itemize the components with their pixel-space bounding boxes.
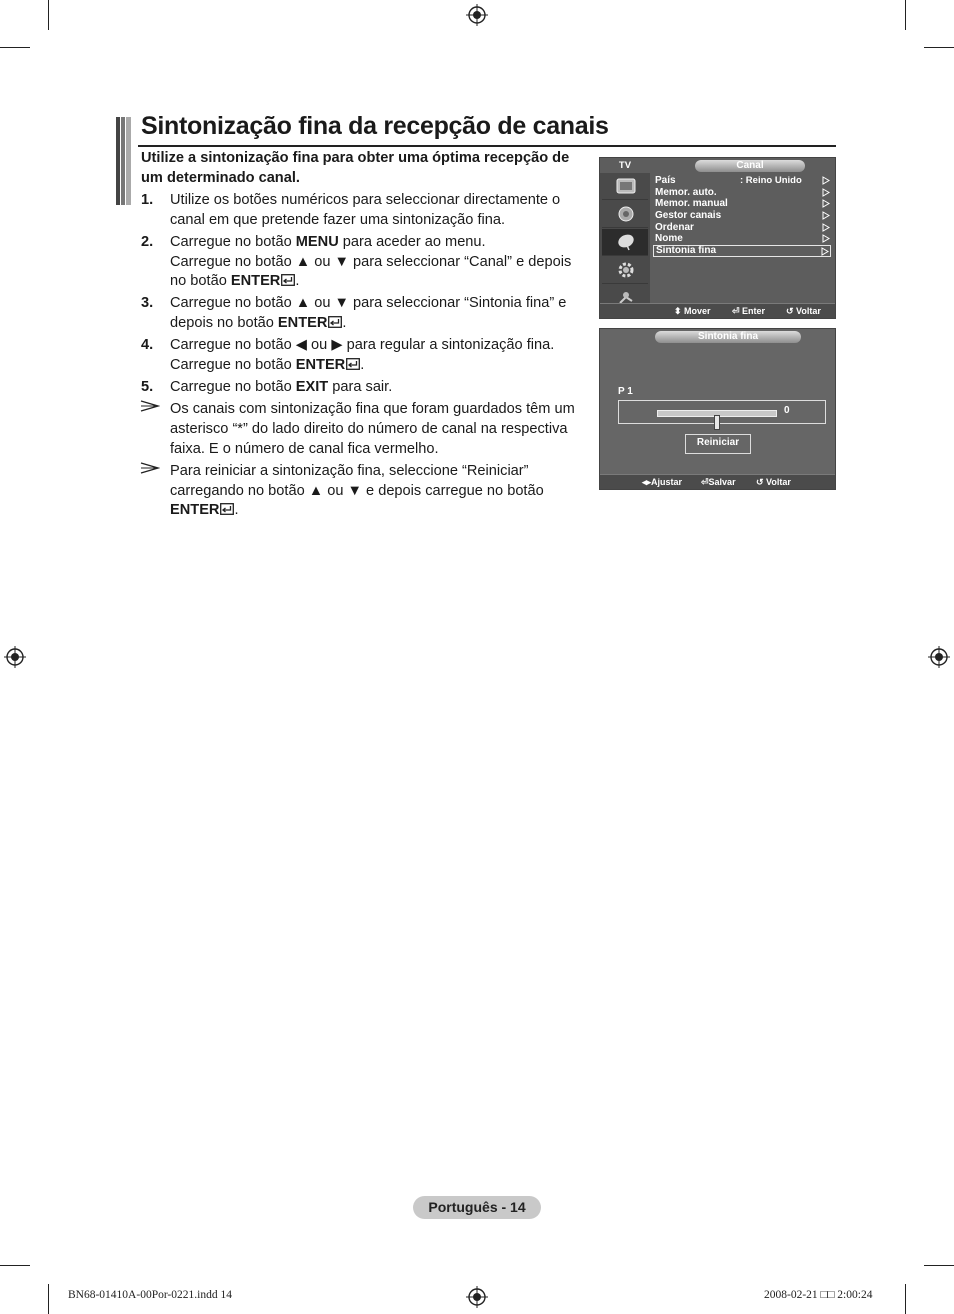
- instructions: [141, 149, 586, 524]
- sidebar-item-channel[interactable]: [602, 229, 648, 256]
- text-run: Carregue no botão: [170, 357, 296, 374]
- menu-item-label: Nome: [655, 233, 683, 245]
- enter-label: Enter: [742, 306, 766, 316]
- text-run: Carregue no botão ▲ ou ▼ para seleccionar “Canal” e depois no botão: [170, 253, 572, 290]
- step-text: [170, 294, 586, 333]
- page-title: Sintonização fina da recepção de canais: [141, 112, 609, 140]
- title-accent-bar: [116, 117, 132, 205]
- fine-tune-screen: [599, 328, 836, 490]
- menu-item-label: Memor. manual: [655, 198, 728, 210]
- program-label: P 1: [618, 386, 633, 397]
- key-label: ENTER: [277, 315, 328, 332]
- registration-mark-icon: [466, 1286, 488, 1308]
- sound-icon: [616, 205, 636, 223]
- adjust-hint: ◂▸Ajustar: [642, 477, 683, 487]
- text-run: .: [360, 357, 365, 374]
- registration-mark-icon: [4, 646, 26, 668]
- text-run: para sair.: [328, 379, 393, 396]
- slug-right: 2008-02-21 □□ 2:00:24: [764, 1289, 873, 1301]
- note-arrow-icon: [140, 399, 160, 413]
- channel-menu-screen: [599, 157, 836, 319]
- intro-text: Utilize a sintonização fina para obter uma óptima recepção de um determinado canal.: [141, 150, 570, 186]
- crop-mark: [48, 1284, 49, 1314]
- move-label: Mover: [684, 306, 711, 316]
- note-text: [170, 462, 586, 521]
- step-4: [141, 336, 586, 375]
- text-run: Carregue no botão: [170, 379, 296, 396]
- step-text: [170, 253, 586, 292]
- gear-icon: [616, 261, 636, 279]
- fine-tune-header: Sintonia fina: [655, 331, 801, 343]
- crop-mark: [905, 0, 906, 30]
- arrow-right-icon: [822, 176, 830, 185]
- menu-item-value: : Reino Unido: [740, 175, 802, 186]
- note-1: [141, 400, 586, 459]
- arrow-right-icon: [822, 234, 830, 243]
- save-label: Salvar: [708, 477, 736, 487]
- fine-tune-footer: [600, 474, 835, 489]
- step-number: 5.: [141, 379, 154, 396]
- adjust-label: Ajustar: [651, 477, 683, 487]
- title-rule: [138, 145, 836, 147]
- step-number: 2.: [141, 233, 154, 250]
- crop-mark: [905, 1284, 906, 1314]
- text-run: para aceder ao menu.: [338, 233, 486, 250]
- back-label: Voltar: [796, 306, 821, 316]
- key-label: EXIT: [295, 379, 329, 396]
- sidebar-item-setup[interactable]: [602, 257, 648, 284]
- arrow-right-icon: [822, 223, 830, 232]
- step-3: [141, 294, 586, 333]
- enter-icon: [220, 503, 234, 515]
- reset-button[interactable]: Reiniciar: [685, 434, 751, 454]
- menu-item[interactable]: [653, 233, 831, 245]
- slider-knob[interactable]: [714, 415, 720, 430]
- back-hint: ↺ Voltar: [786, 306, 821, 316]
- enter-hint: ⏎ Enter: [732, 306, 766, 316]
- tv-tab: TV: [618, 160, 632, 171]
- fine-tune-box: [618, 400, 826, 424]
- enter-icon: [281, 274, 295, 286]
- step-number: 3.: [141, 295, 154, 312]
- arrow-right-icon: [821, 247, 829, 256]
- step-text: [170, 356, 586, 376]
- slug-left: BN68-01410A-00Por-0221.indd 14: [68, 1289, 232, 1301]
- key-label: ENTER: [230, 273, 281, 290]
- key-label: MENU: [295, 233, 339, 250]
- back-label: Voltar: [766, 477, 791, 487]
- step-5: [141, 378, 586, 398]
- satellite-dish-icon: [616, 233, 636, 251]
- arrow-right-icon: [822, 199, 830, 208]
- key-label: ENTER: [295, 357, 346, 374]
- menu-header: Canal: [695, 160, 805, 172]
- menu-item[interactable]: [653, 175, 831, 187]
- crop-mark: [0, 1265, 30, 1266]
- crop-mark: [48, 0, 49, 30]
- back-hint: ↺ Voltar: [756, 477, 791, 487]
- note-2: [141, 462, 586, 521]
- menu-item-label: País: [655, 175, 676, 186]
- text-run: .: [234, 502, 239, 519]
- menu-item-label: Memor. auto.: [655, 186, 717, 198]
- text-run: Carregue no botão: [170, 233, 296, 250]
- text-run: Carregue no botão ▲ ou ▼ para seleccionar “Sintonia fina” e depois no botão: [170, 295, 567, 332]
- fine-tune-value: 0: [784, 405, 790, 416]
- menu-footer: [600, 303, 835, 318]
- menu-item[interactable]: [653, 245, 831, 257]
- step-text: [170, 233, 586, 253]
- crop-mark: [924, 47, 954, 48]
- registration-mark-icon: [466, 4, 488, 26]
- menu-item-label: Sintonia fina: [656, 245, 716, 257]
- menu-item[interactable]: [653, 210, 831, 222]
- note-text: Os canais com sintonização fina que foram guardados têm um asterisco “*” do lado direito do número de canal na respectiva faixa. E o número de canal fica vermelho.: [170, 401, 575, 457]
- menu-item[interactable]: [653, 187, 831, 199]
- step-text: [170, 378, 586, 398]
- menu-item-label: Gestor canais: [655, 210, 722, 222]
- note-arrow-icon: [140, 461, 160, 475]
- enter-icon: [346, 358, 360, 370]
- step-1: [141, 191, 586, 230]
- step-text: Utilize os botões numéricos para seleccionar directamente o canal em que pretende fazer uma sintonização fina.: [170, 191, 561, 228]
- text-run: .: [342, 315, 347, 332]
- save-hint: ⏎Salvar: [701, 477, 736, 487]
- step-2: [141, 233, 586, 292]
- menu-item-label: Ordenar: [655, 221, 694, 233]
- sidebar-item-picture[interactable]: [602, 173, 648, 200]
- fine-tune-slider[interactable]: [657, 410, 777, 417]
- step-number: 1.: [141, 191, 154, 208]
- arrow-right-icon: [822, 211, 830, 220]
- registration-mark-icon: [928, 646, 950, 668]
- sidebar-item-sound[interactable]: [602, 201, 648, 228]
- page-number-badge: Português - 14: [413, 1196, 541, 1219]
- arrow-right-icon: [822, 188, 830, 197]
- crop-mark: [0, 47, 30, 48]
- menu-item[interactable]: [653, 222, 831, 234]
- menu-sidebar: [600, 173, 650, 311]
- menu-list: [653, 175, 831, 257]
- enter-icon: [328, 316, 342, 328]
- step-number: 4.: [141, 337, 154, 354]
- key-label: ENTER: [170, 502, 220, 519]
- text-run: .: [295, 273, 300, 290]
- move-hint: ⬍ Mover: [674, 306, 711, 316]
- step-text: Carregue no botão ◀ ou ▶ para regular a sintonização fina.: [170, 337, 555, 354]
- menu-item[interactable]: [653, 198, 831, 210]
- text-run: Para reiniciar a sintonização fina, seleccione “Reiniciar” carregando no botão ▲ ou ▼ e depois carregue no botão: [170, 463, 544, 499]
- picture-icon: [616, 177, 636, 195]
- crop-mark: [924, 1265, 954, 1266]
